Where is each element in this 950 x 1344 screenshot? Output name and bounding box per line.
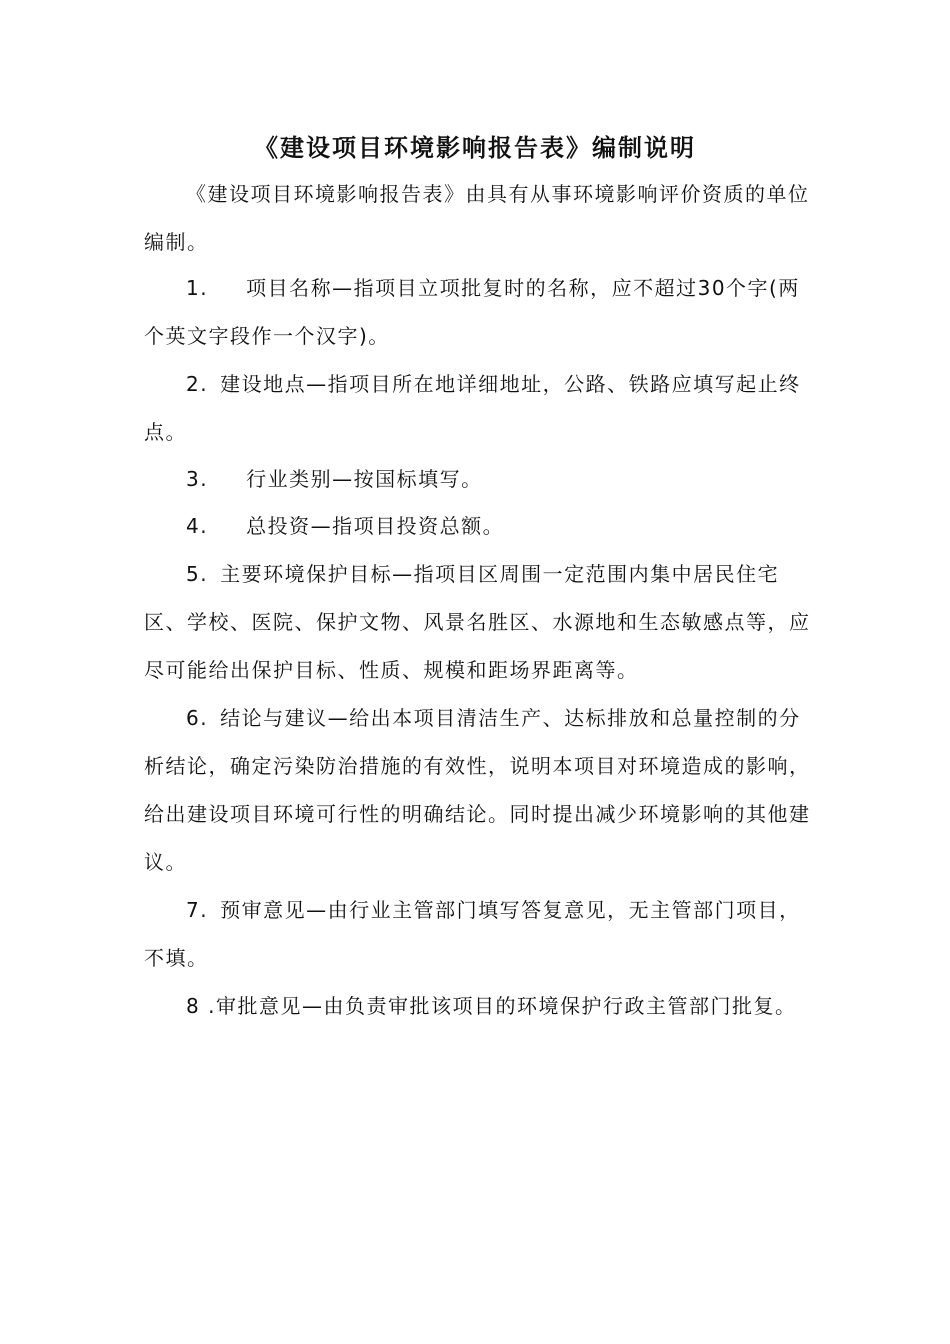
item-text: 项目名称—指项目立项批复时的名称，应不超过30个字(两个英文字段作一个汉字)。: [144, 276, 800, 348]
item-text: 结论与建议—给出本项目清洁生产、达标排放和总量控制的分析结论，确定污染防治措施的有效性，说明本项目对环境造成的影响，给出建设项目环境可行性的明确结论。同时提出减少环境影响的其他建议。: [144, 706, 811, 874]
list-item: [144, 694, 814, 886]
item-number: 1.: [186, 276, 209, 300]
item-text: 建设地点—指项目所在地详细地址，公路、铁路应填写起止终点。: [144, 372, 801, 444]
item-text: 预审意见—由行业主管部门填写答复意见，无主管部门项目，不填。: [144, 898, 801, 970]
item-number: 7.: [186, 898, 209, 922]
list-item: [144, 455, 814, 503]
item-text: 主要环境保护目标—指项目区周围一定范围内集中居民住宅区、学校、医院、保护文物、风景名胜区、水源地和生态敏感点等，应尽可能给出保护目标、性质、规模和距场界距离等。: [144, 562, 811, 682]
item-number: 3.: [186, 467, 209, 491]
item-number: 5.: [186, 562, 209, 586]
list-item: [144, 982, 814, 1030]
item-text: 行业类别—按国标填写。: [246, 467, 483, 491]
item-number: 4.: [186, 514, 209, 538]
item-number: 6.: [186, 706, 209, 730]
item-number: 2.: [186, 372, 209, 396]
intro-paragraph: [144, 170, 814, 266]
list-item: [144, 886, 814, 982]
list-item: [144, 264, 814, 360]
list-item: [144, 502, 814, 550]
list-item: [144, 550, 814, 694]
list-item: [144, 360, 814, 456]
document-title: 《建设项目环境影响报告表》编制说明: [254, 134, 696, 162]
item-text: 审批意见—由负责审批该项目的环境保护行政主管部门批复。: [215, 994, 797, 1018]
item-number: 8 .: [186, 994, 216, 1018]
item-text: 总投资—指项目投资总额。: [246, 514, 505, 538]
intro-text: 《建设项目环境影响报告表》由具有从事环境影响评价资质的单位编制。: [144, 182, 810, 254]
